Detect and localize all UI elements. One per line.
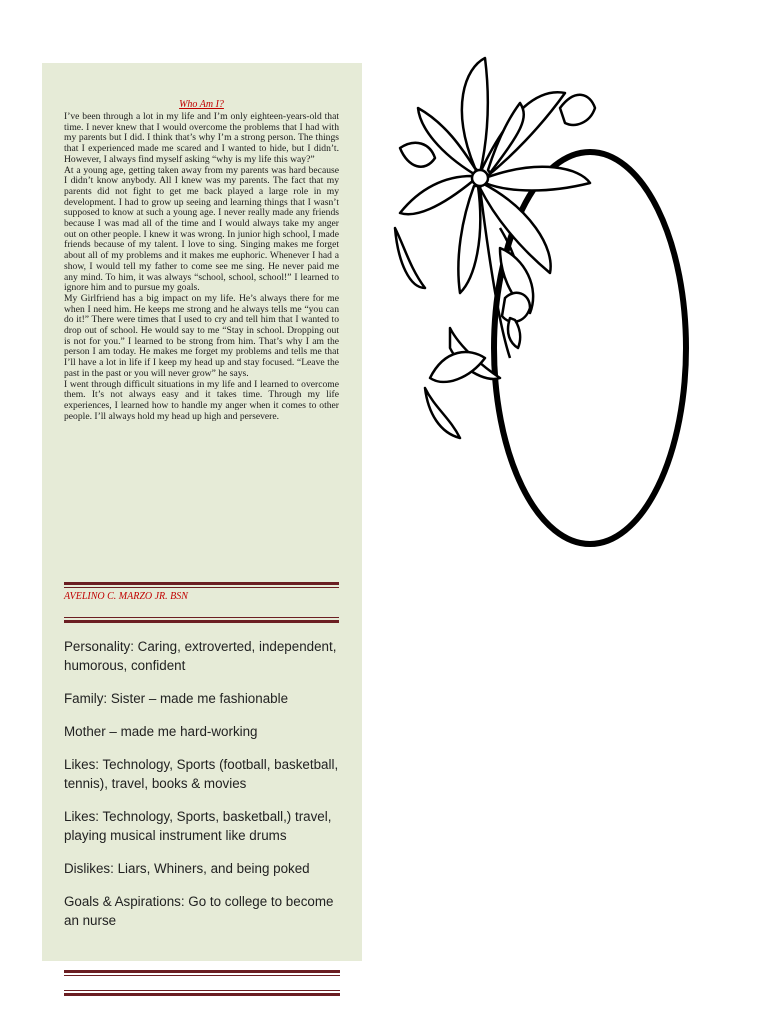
fact-goals: Goals & Aspirations: Go to college to become an nurse [64, 894, 334, 928]
essay-paragraph: I went through difficult situations in my life and I learned to overcome them. It’s not always easy and it takes time. Through my life experiences, I learned how to handle my anger when it comes to other people. I’ll always hold my head up high and persevere. [64, 378, 339, 422]
divider [64, 970, 340, 976]
divider [64, 582, 339, 588]
profile-facts [64, 637, 344, 944]
divider [64, 990, 340, 996]
essay-paragraph: At a young age, getting taken away from my parents was hard because I didn’t know anybody. All I knew was my parents. The fact that my parents did not fight to get me back played a large role in my development. I had to grow up seeing and learning things that I wasn’t supposed to know at such a young age. I never really made any friends because I was mad all of the time and I would always take my anger out on other people. I knew it was wrong. In junior high school, I made friends because of my talent. I love to sing. Singing makes me forget about all of my problems and it makes me euphoric. Whenever I had a show, I would tell my father to come see me sing. He never paid me any mind. To him, it was always “school, school, school!” I learned to ignore him and to pursue my goals. [64, 164, 339, 294]
fact-dislikes: Dislikes: Liars, Whiners, and being poked [64, 861, 310, 876]
author-name: AVELINO C. MARZO JR. BSN [64, 591, 188, 602]
floral-oval-frame-icon [390, 48, 690, 553]
essay-paragraph: I’ve been through a lot in my life and I’m only eighteen-years-old that time. I never knew that I would overcome the problems that I had with my parents but I did. I think that’s why I’m a strong person. The things that I experienced made me scared and I wanted to hide, but I didn’t. However, I always find myself asking “why is my life this way?” [64, 111, 339, 165]
essay-body [64, 112, 339, 422]
fact-family: Family: Sister – made me fashionable [64, 691, 289, 706]
essay-title: Who Am I? [179, 99, 224, 110]
fact-personality: Personality: Caring, extroverted, independent, humorous, confident [64, 639, 337, 673]
divider [64, 617, 339, 623]
fact-mother: Mother – made me hard-working [64, 724, 258, 739]
fact-likes-2: Likes: Technology, Sports, basketball,) travel, playing musical instrument like drums [64, 809, 332, 843]
fact-likes: Likes: Technology, Sports (football, basketball, tennis), travel, books & movies [64, 757, 339, 791]
essay-paragraph: My Girlfriend has a big impact on my life. He’s always there for me when I need him. He keeps me strong and he always tells me “you can do it!” There were times that I used to cry and tell him that I wanted to drop out of school. He would say to me “Stay in school. Dropping out is not for you.” I learned to be strong from him. That’s why I am the person I am today. He makes me forget my problems and tells me that I’ll have a lot in life if I keep my head up and stay focused. “Leave the past in the past or you will never grow” he says. [64, 292, 339, 379]
